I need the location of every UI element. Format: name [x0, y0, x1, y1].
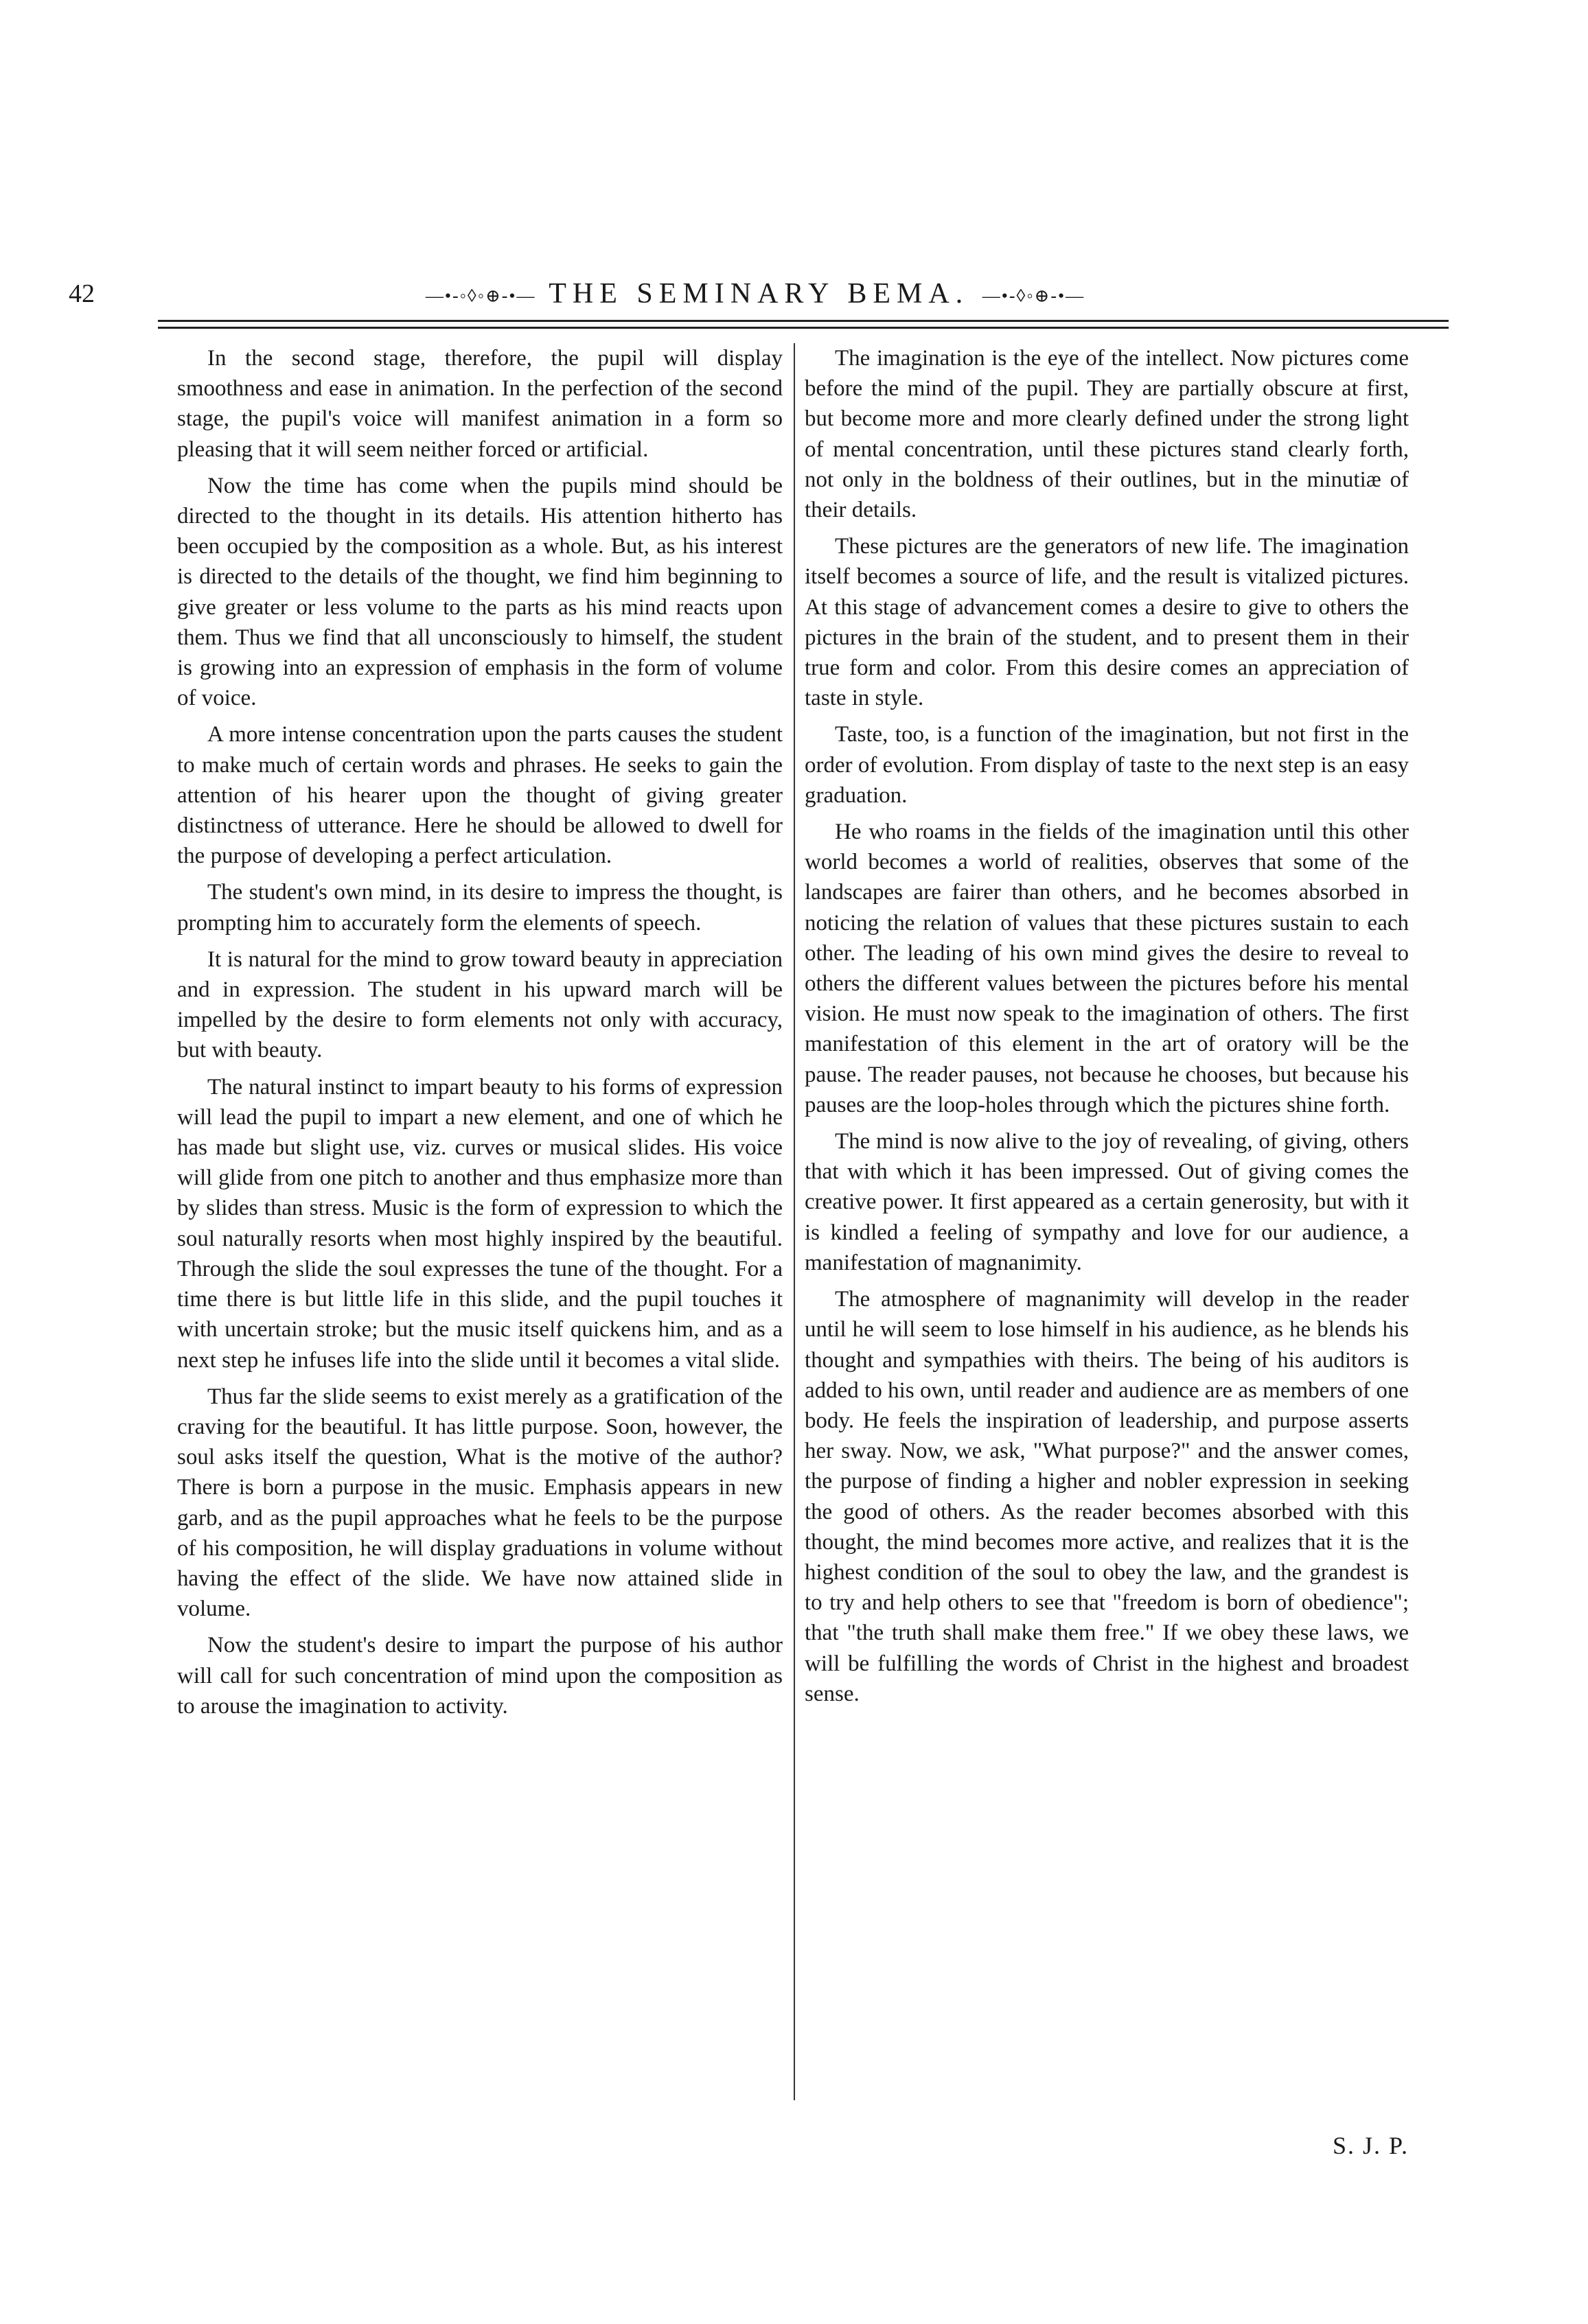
right-paragraph-2: These pictures are the generators of new life. The imagination itself becomes a source of life, and the result is vitalized pictures. At this stage of advancement comes a desire to give to others the pictures in the brain of the student, and to present them in their true form and color. From this desire comes an appreciation of taste in style.: [805, 534, 1409, 711]
author-signature: S. J. P.: [1332, 2132, 1409, 2159]
ornament-left-icon: —•-◦◊◦⊕-•—: [425, 286, 536, 306]
journal-title: THE SEMINARY BEMA.: [549, 278, 969, 310]
left-paragraph-1: In the second stage, therefore, the pupil will display smoothness and ease in animation. In the perfection of the second stage, the pupil's voice will manifest animation in a form so pleasing that it will seem neither forced or artificial.: [177, 346, 783, 462]
right-paragraph-3: Taste, too, is a function of the imagination, but not first in the order of evolution. From display of taste to the next step is an easy graduation.: [805, 722, 1409, 808]
page-header: [69, 273, 1442, 314]
running-title-line: [69, 273, 1442, 316]
right-paragraph-6: The atmosphere of magnanimity will develop in the reader until he will seem to lose himself in his audience, as he blends his thought and sympathies with theirs. The being of his auditors is added to his own, until reader and audience are as members of one body. He feels the inspiration of leadership, and purpose asserts her sway. Now, we ask, "What purpose?" and the answer comes, the purpose of finding a higher and nobler expression in seeking the good of others. As the reader becomes absorbed with this thought, the mind becomes more active, and realizes that it is the highest condition of the soul to obey the law, and the grandest is to try and help others to see that "freedom is born of obedience"; that "the truth shall make them free." If we obey these laws, we will be fulfilling the words of Christ in the highest and broadest sense.: [805, 1287, 1409, 1706]
left-column: [177, 343, 783, 1728]
left-paragraph-8: Now the student's desire to impart the purpose of his author will call for such concentration of mind upon the composition as to arouse the imagination to activity.: [177, 1633, 783, 1719]
header-rule-bottom: [158, 327, 1449, 329]
right-paragraph-5: The mind is now alive to the joy of revealing, of giving, others that with which it has been impressed. Out of giving comes the creative power. It first appeared as a certain generosity, but with it is kindled a feeling of sympathy and love for our audience, a manifestation of magnanimity.: [805, 1129, 1409, 1275]
left-paragraph-7: Thus far the slide seems to exist merely as a gratification of the craving for the beautiful. It has little purpose. Soon, however, the soul asks itself the question, What is the motive of the author? There is born a purpose in the music. Emphasis appears in new garb, and as the pupil approaches what he feels to be the purpose of his composition, he will display graduations in volume without having the effect of the slide. We have now attained slide in volume.: [177, 1384, 783, 1622]
left-paragraph-4: The student's own mind, in its desire to impress the thought, is prompting him to accurately form the elements of speech.: [177, 880, 783, 936]
ornament-right-icon: —•-◊◦⊕-•—: [982, 286, 1085, 306]
right-paragraph-4: He who roams in the fields of the imagination until this other world becomes a world of realities, observes that some of the landscapes are fairer than others, and he becomes absorbed in noticing the relation of values that these pictures sustain to each other. The leading of his own mind gives the desire to reveal to others the different values between the pictures before his mental vision. He must now speak to the imagination of others. The first manifestation of this element in the art of oratory will be the pause. The reader pauses, not because he chooses, but because his pauses are the loop-holes through which the pictures shine forth.: [805, 820, 1409, 1117]
right-paragraph-1: The imagination is the eye of the intellect. Now pictures come before the mind of the pupil. They are partially obscure at first, but become more and more clearly defined under the strong light of mental concentration, until these pictures stand clearly forth, not only in the boldness of their outlines, but in the minutiæ of their details.: [805, 346, 1409, 523]
header-rule-top: [158, 320, 1449, 322]
left-paragraph-6: The natural instinct to impart beauty to his forms of expression will lead the pupil to impart a new element, and one of which he has made but slight use, viz. curves or musical slides. His voice will glide from one pitch to another and thus emphasize more than by slides than stress. Music is the form of expression to which the soul naturally resorts when most highly inspired by the beautiful. Through the slide the soul expresses the tune of the thought. For a time there is but little life in this slide, and the pupil touches it with uncertain stroke; but the music itself quickens him, and as a next step he infuses life into the slide until it becomes a vital slide.: [177, 1074, 783, 1373]
right-column: [805, 343, 1409, 1715]
left-paragraph-3: A more intense concentration upon the parts causes the student to make much of certain words and phrases. He seeks to gain the attention of his hearer upon the thought of giving greater distinctness of utterance. Here he should be allowed to dwell for the purpose of developing a perfect articulation.: [177, 722, 783, 869]
page-number: 42: [69, 279, 95, 308]
left-paragraph-5: It is natural for the mind to grow toward beauty in appreciation and in expression. The student in his upward march will be impelled by the desire to form elements not only with accuracy, but with beauty.: [177, 946, 783, 1063]
column-divider: [794, 343, 795, 2100]
left-paragraph-2: Now the time has come when the pupils mind should be directed to the thought in its details. His attention hitherto has been occupied by the composition as a whole. But, as his interest is directed to the details of the thought, we find him beginning to give greater or less volume to the parts as his mind reacts upon them. Thus we find that all unconsciously to himself, the student is growing into an expression of emphasis in the form of volume of voice.: [177, 473, 783, 711]
